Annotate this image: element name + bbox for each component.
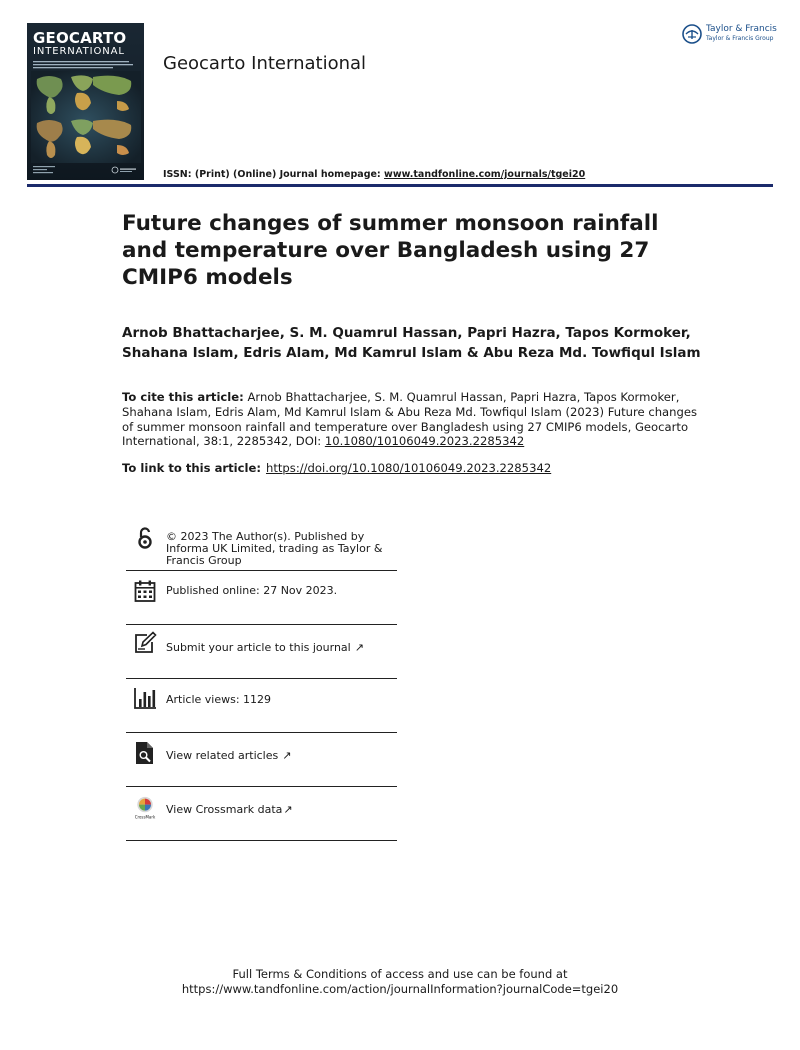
submit-article-link[interactable] [166,642,364,654]
article-link-line [122,461,551,475]
article-authors: Arnob Bhattacharjee, S. M. Quamrul Hassan, Papri Hazra, Tapos Kormoker, Shahana Islam, Edris Alam, Md Kamrul Islam & Abu Reza Md. Towfiqul Islam [122,325,701,361]
cite-label: To cite this article: [122,390,244,404]
publisher-logo-text: Taylor & Francis [706,24,777,34]
license-row [126,522,397,571]
cover-world-map [31,71,141,163]
cover-title-line1: GEOCARTO [33,29,127,47]
submit-article-label: Submit your article to this journal [166,641,351,654]
crossmark-row[interactable] [126,788,397,841]
document-search-icon [133,741,157,765]
edit-icon [133,631,157,655]
related-articles-label: View related articles [166,749,279,762]
journal-name: Geocarto International [163,53,367,74]
crossmark-icon-text: CrossMark [134,814,156,820]
footer [0,967,800,997]
journal-homepage-link[interactable]: www.tandfonline.com/journals/tgei20 [384,169,586,180]
published-row [126,572,397,625]
related-articles-link[interactable] [166,750,291,762]
publisher-logo-subtext: Taylor & Francis Group [706,35,774,42]
article-doi-link[interactable]: https://doi.org/10.1080/10106049.2023.2285342 [265,461,552,475]
views-row [126,680,397,733]
external-link-icon: ↗ [283,803,293,816]
bar-chart-icon [133,686,157,710]
publisher-logo[interactable] [682,23,782,45]
footer-terms-text: Full Terms & Conditions of access and use can be found at [232,967,568,981]
crossmark-link[interactable] [166,804,293,816]
issn-text: ISSN: (Print) (Online) Journal homepage: [163,169,385,180]
article-views: Article views: 1129 [166,693,272,706]
calendar-icon [133,579,157,603]
external-link-icon: ↗ [354,641,364,654]
footer-terms-link[interactable]: https://www.tandfonline.com/action/journalInformation?journalCode=tgei20 [181,982,619,996]
issn-line [163,169,585,180]
cite-text: Arnob Bhattacharjee, S. M. Quamrul Hassan, Papri Hazra, Tapos Kormoker, Shahana Islam, Edris Alam, Md Kamrul Islam & Abu Reza Md. Towfiqul Islam (2023) Future changes of summer monsoon rainfall and temperature over Bangladesh using 27 CMIP6 models, Geocarto International, 38:1, 2285342, DOI: [122,390,698,449]
header-divider [27,184,773,187]
external-link-icon: ↗ [282,749,292,762]
crossmark-label: View Crossmark data [166,803,283,816]
citation-block [122,390,702,449]
cite-doi-link[interactable]: 10.1080/10106049.2023.2285342 [324,434,525,449]
crossmark-icon [133,796,157,820]
submit-row[interactable] [126,626,397,679]
open-access-icon [133,526,157,550]
publisher-logo-icon [682,24,702,44]
cover-title-line2: INTERNATIONAL [33,46,125,57]
journal-cover-image [27,23,144,180]
article-title: Future changes of summer monsoon rainfall and temperature over Bangladesh using 27 CMIP6 models [122,211,659,290]
link-label: To link to this article: [122,461,261,475]
published-date: Published online: 27 Nov 2023. [166,584,338,597]
cover-footer [33,163,137,177]
related-row[interactable] [126,734,397,787]
cover-text-lines [33,60,137,70]
license-text: © 2023 The Author(s). Published by Informa UK Limited, trading as Taylor & Francis Group [166,530,383,567]
